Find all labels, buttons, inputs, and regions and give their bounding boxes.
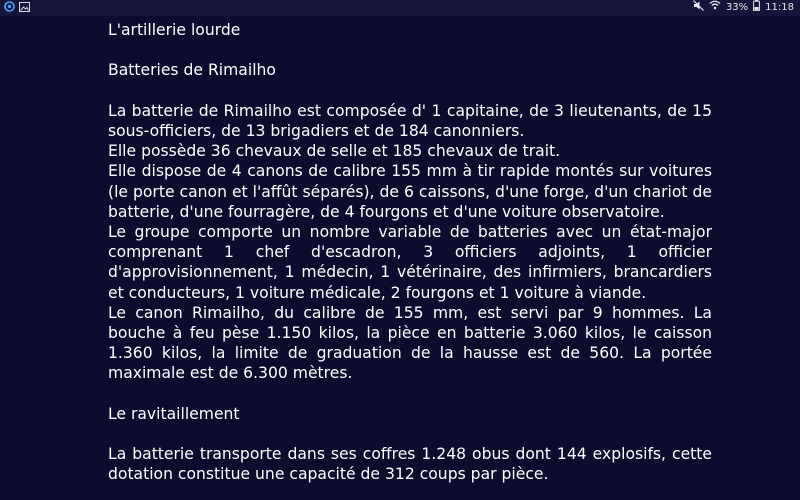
paragraph: La batterie transporte dans ses coffres 1.248 obus dont 144 explosifs, cette dotation constitue une capacité de 312 coups par pièce. (108, 445, 712, 484)
paragraph: Elle dispose de 4 canons de calibre 155 mm à tir rapide montés sur voitures (le porte canon et l'affût séparés), de 6 caissons, d'une forge, d'un chariot de batterie, d'une fourragère, de 4 fourgons et d'une voiture observatoire. (108, 162, 712, 221)
spacer (108, 424, 712, 444)
gallery-notification-icon (19, 2, 30, 15)
paragraph: La batterie de Rimailho est composée d' 1 capitaine, de 3 lieutenants, de 15 sous-officiers, de 13 brigadiers et de 184 canonniers. (108, 101, 712, 140)
spacer (108, 40, 712, 60)
section-heading-batteries: Batteries de Rimailho (108, 61, 276, 80)
battery-percent: 33% (725, 2, 749, 13)
article-content (108, 20, 712, 485)
mute-icon (693, 0, 704, 17)
paragraph: Le canon Rimailho, du calibre de 155 mm, est servi par 9 hommes. La bouche à feu pèse 1.150 kilos, la pièce en batterie 3.060 kilos, le caisson 1.360 kilos, la limite de graduation de la hausse est de 560. La portée maximale est de 6.300 mètres. (108, 303, 712, 383)
app-notification-icon (4, 1, 15, 15)
paragraph: Le groupe comporte un nombre variable de batteries avec un état-major comprenant 1 chef d'escadron, 3 officiers adjoints, 1 officier d'approvisionnement, 1 médecin, 1 vétérinaire, des infirmiers, brancardiers et conducteurs, 1 voiture médicale, 2 fourgons et 1 voiture à viande. (108, 223, 712, 302)
clock: 11:18 (765, 2, 794, 13)
battery-icon (753, 0, 760, 17)
status-bar (0, 0, 800, 16)
wifi-icon (709, 0, 721, 16)
article-title: L'artillerie lourde (108, 21, 241, 39)
paragraph: Elle possède 36 chevaux de selle et 185 chevaux de trait. (108, 142, 561, 161)
section-heading-ravitaillement: Le ravitaillement (108, 404, 240, 423)
spacer (108, 384, 712, 404)
status-right (693, 0, 800, 17)
status-left (0, 1, 30, 15)
spacer (108, 81, 712, 101)
